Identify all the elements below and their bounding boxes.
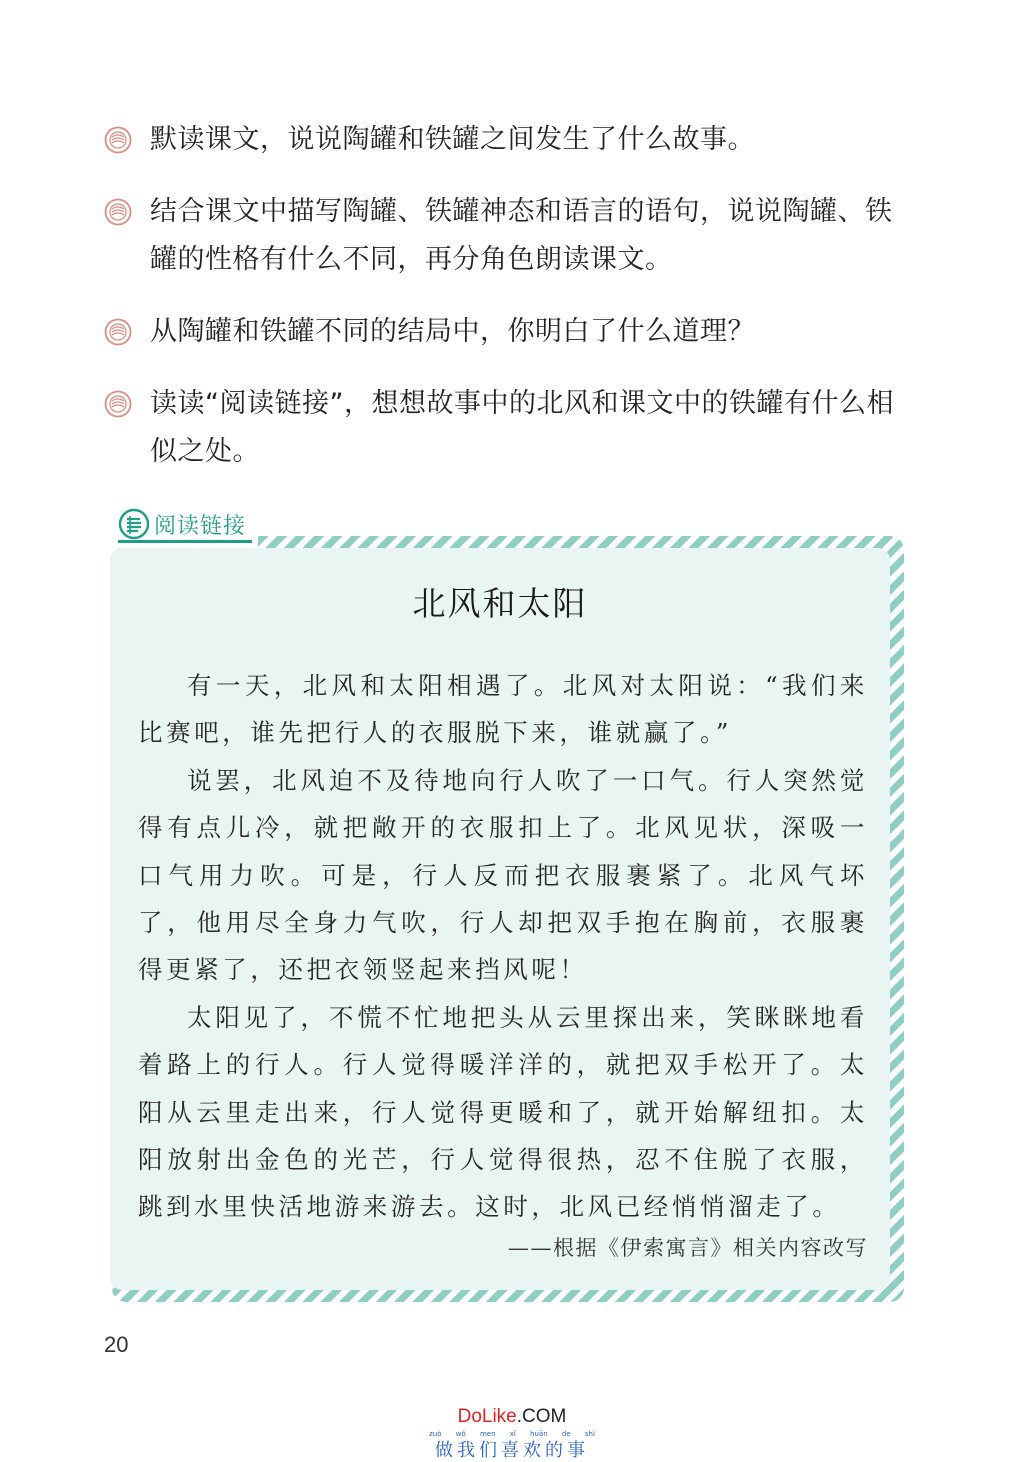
question-item (104, 188, 904, 284)
story-paragraph: 有一天，北风和太阳相遇了。北风对太阳说：“我们来比赛吧，谁先把行人的衣服脱下来，谁就赢了。” (138, 671, 868, 748)
question-text: 结合课文中描写陶罐、铁罐神态和语言的语句，说说陶罐、铁罐的性格有什么不同，再分角色朗读课文。 (150, 196, 893, 275)
flower-bullet-icon (104, 198, 132, 226)
question-item (104, 380, 904, 476)
reading-link-label-text: 阅读链接 (154, 513, 247, 539)
watermark-slogan: 做我们喜欢的事 (435, 1440, 589, 1461)
story-paragraph: 说罢，北风迫不及待地向行人吹了一口气。行人突然觉得有点儿冷，就把敞开的衣服扣上了。北风见状，深吸一口气用力吹。可是，行人反而把衣服裹紧了。北风气坏了，他用尽全身力气吹，行人却把双手抱在胸前，衣服裹得更紧了，还把衣领竖起来挡风呢！ (138, 765, 868, 985)
question-item (104, 308, 904, 356)
watermark-pinyin: zuò wǒ men xǐ huān de shì (429, 1430, 595, 1438)
story-title: 北风和太阳 (412, 584, 588, 623)
book-icon (118, 508, 150, 540)
label-underline (118, 540, 252, 543)
story-body (138, 662, 868, 1231)
watermark-domain: .COM (516, 1406, 567, 1427)
reading-link-label (118, 506, 246, 542)
watermark-brand: DoLike (457, 1406, 517, 1427)
flower-bullet-icon (104, 126, 132, 154)
question-text: 读读“阅读链接”，想想故事中的北风和课文中的铁罐有什么相似之处。 (150, 388, 894, 467)
story-paragraph: 太阳见了，不慌不忙地把头从云里探出来，笑眯眯地看着路上的行人。行人觉得暖洋洋的，就把双手松开了。太阳从云里走出来，行人觉得更暖和了，就开始解纽扣。太阳放射出金色的光芒，行人觉得很热，忍不住脱了衣服，跳到水里快活地游来游去。这时，北风已经悄悄溜走了。 (138, 1002, 868, 1222)
flower-bullet-icon (104, 390, 132, 418)
question-text: 从陶罐和铁罐不同的结局中，你明白了什么道理？ (150, 316, 755, 347)
question-item (104, 116, 904, 164)
page-number: 20 (104, 1332, 129, 1357)
question-list (104, 116, 904, 500)
watermark-site (0, 1406, 1024, 1428)
flower-bullet-icon (104, 318, 132, 346)
question-text: 默读课文，说说陶罐和铁罐之间发生了什么故事。 (150, 124, 755, 155)
story-source: ——根据《伊索寓言》相关内容改写 (508, 1236, 868, 1260)
